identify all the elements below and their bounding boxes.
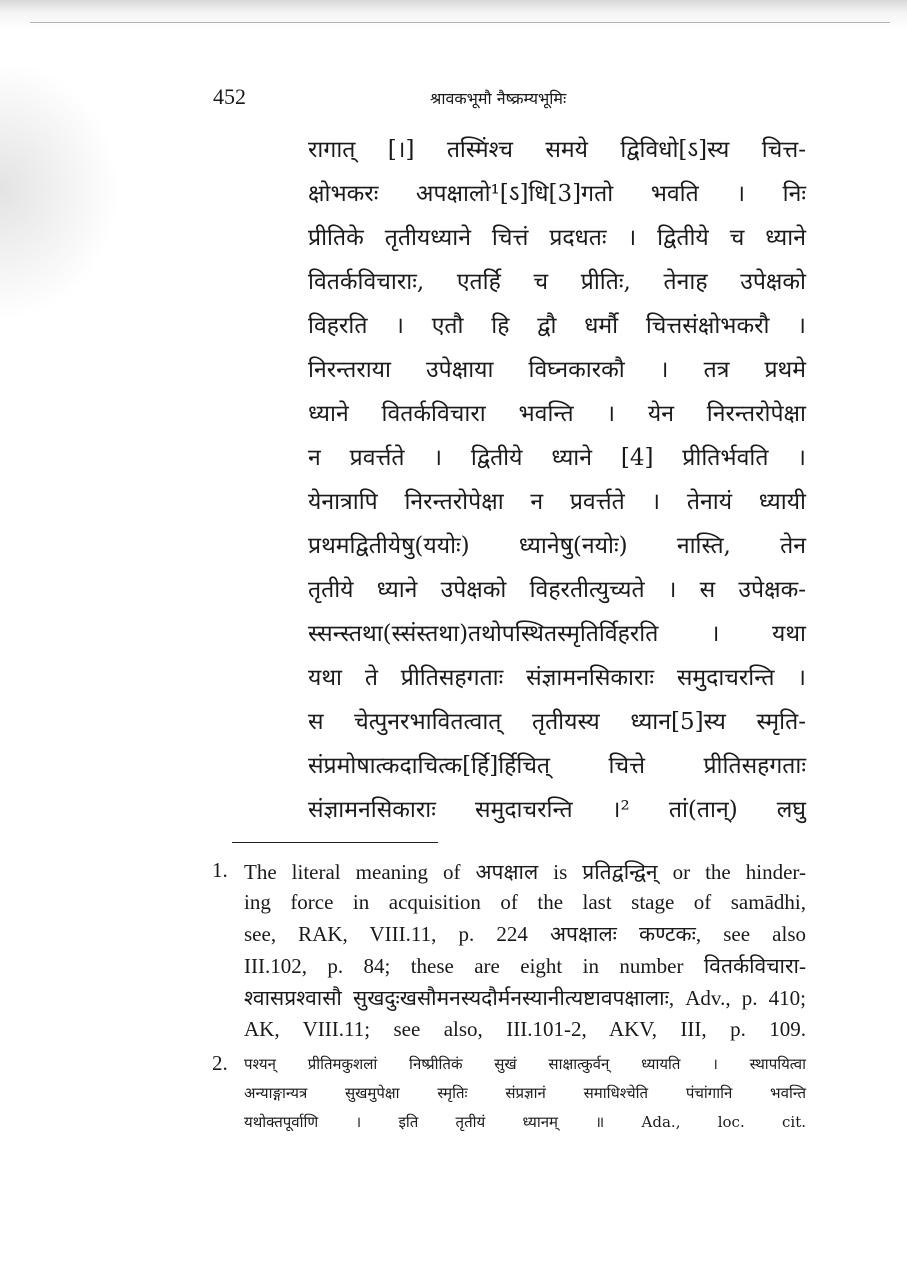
footnote-line: ing force in acquisition of the last stage of samādhi, xyxy=(244,890,806,914)
footnote-line: AK, VIII.11; see also, III.101-2, AKV, III, p. 109. xyxy=(244,1017,806,1041)
page-header xyxy=(0,84,907,114)
text-line: न प्रवर्त्तते । द्वितीये ध्याने [4] प्रीतिर्भवति । xyxy=(308,445,806,471)
running-title: श्रावकभूमौ नैष्क्रम्यभूमिः xyxy=(430,89,567,108)
footnote-line: पश्यन् प्रीतिमकुशलां निष्प्रीतिकं सुखं साक्षात्कुर्वन् ध्यायति । स्थापयित्वा xyxy=(244,1055,806,1073)
text-line: रागात् [।] तस्मिंश्च समये द्विविधो[ऽ]स्य चित्त- xyxy=(308,137,806,163)
text-line: येनात्रापि निरन्तरोपेक्षा न प्रवर्त्तते । तेनायं ध्यायी xyxy=(308,489,806,515)
footnote-marker: 2. xyxy=(212,1051,228,1075)
text-line: क्षोभकरः अपक्षालो¹[ऽ]धि[3]गतो भवति । निः xyxy=(308,181,806,207)
text-line: तृतीये ध्याने उपेक्षको विहरतीत्युच्यते । स उपेक्षक- xyxy=(308,577,806,603)
text-line: स चेत्पुनरभावितत्वात् तृतीयस्य ध्यान[5]स्य स्मृति- xyxy=(308,709,806,735)
text-line: विहरति । एतौ हि द्वौ धर्मौ चित्तसंक्षोभकरौ । xyxy=(308,313,806,339)
footnote-line: The literal meaning of अपक्षाल is प्रतिद्वन्द्विन् or the hinder- xyxy=(244,860,806,884)
text-line: संज्ञामनसिकाराः समुदाचरन्ति ।² तां(तान्) लघु xyxy=(308,797,806,823)
text-line: निरन्तराया उपेक्षाया विघ्नकारकौ । तत्र प्रथमे xyxy=(308,357,806,383)
text-line: प्रीतिके तृतीयध्याने चित्तं प्रदधतः । द्वितीये च ध्याने xyxy=(308,225,806,251)
scan-edge xyxy=(0,0,907,30)
text-line: यथा ते प्रीतिसहगताः संज्ञामनसिकाराः समुदाचरन्ति । xyxy=(308,665,806,691)
footnote-rule xyxy=(232,842,438,843)
footnote-line: see, RAK, VIII.11, p. 224 अपक्षालः कण्टकः, see also xyxy=(244,922,806,946)
text-line: वितर्कविचाराः, एतर्हि च प्रीतिः, तेनाह उपेक्षको xyxy=(308,269,806,295)
text-line: स्सन्स्तथा(स्संस्तथा)तथोपस्थितस्मृतिर्विहरति । यथा xyxy=(308,621,806,647)
text-line: ध्याने वितर्कविचारा भवन्ति । येन निरन्तरोपेक्षा xyxy=(308,401,806,427)
footnote-line: III.102, p. 84; these are eight in number वितर्कविचारा- xyxy=(244,954,806,978)
page-number: 452 xyxy=(213,84,246,109)
footnote-line: यथोक्तपूर्वाणि । इति तृतीयं ध्यानम् ॥ Ada., loc. cit. xyxy=(244,1113,806,1131)
footnote-line: अन्याङ्गान्यत्र सुखमुपेक्षा स्मृतिः संप्रज्ञानं समाधिश्चेति पंचांगानि भवन्ति xyxy=(244,1084,806,1102)
scan-top-rule xyxy=(30,22,890,23)
footnote-marker: 1. xyxy=(212,858,228,882)
footnote-line: श्वासप्रश्वासौ सुखदुःखसौमनस्यदौर्मनस्यानीत्यष्टावपक्षालाः, Adv., p. 410; xyxy=(244,986,806,1010)
text-line: प्रथमद्वितीयेषु(ययोः) ध्यानेषु(नयोः) नास्ति, तेन xyxy=(308,533,806,559)
text-line: संप्रमोषात्कदाचित्क[र्हि]र्हिचित् चित्ते प्रीतिसहगताः xyxy=(308,753,806,779)
